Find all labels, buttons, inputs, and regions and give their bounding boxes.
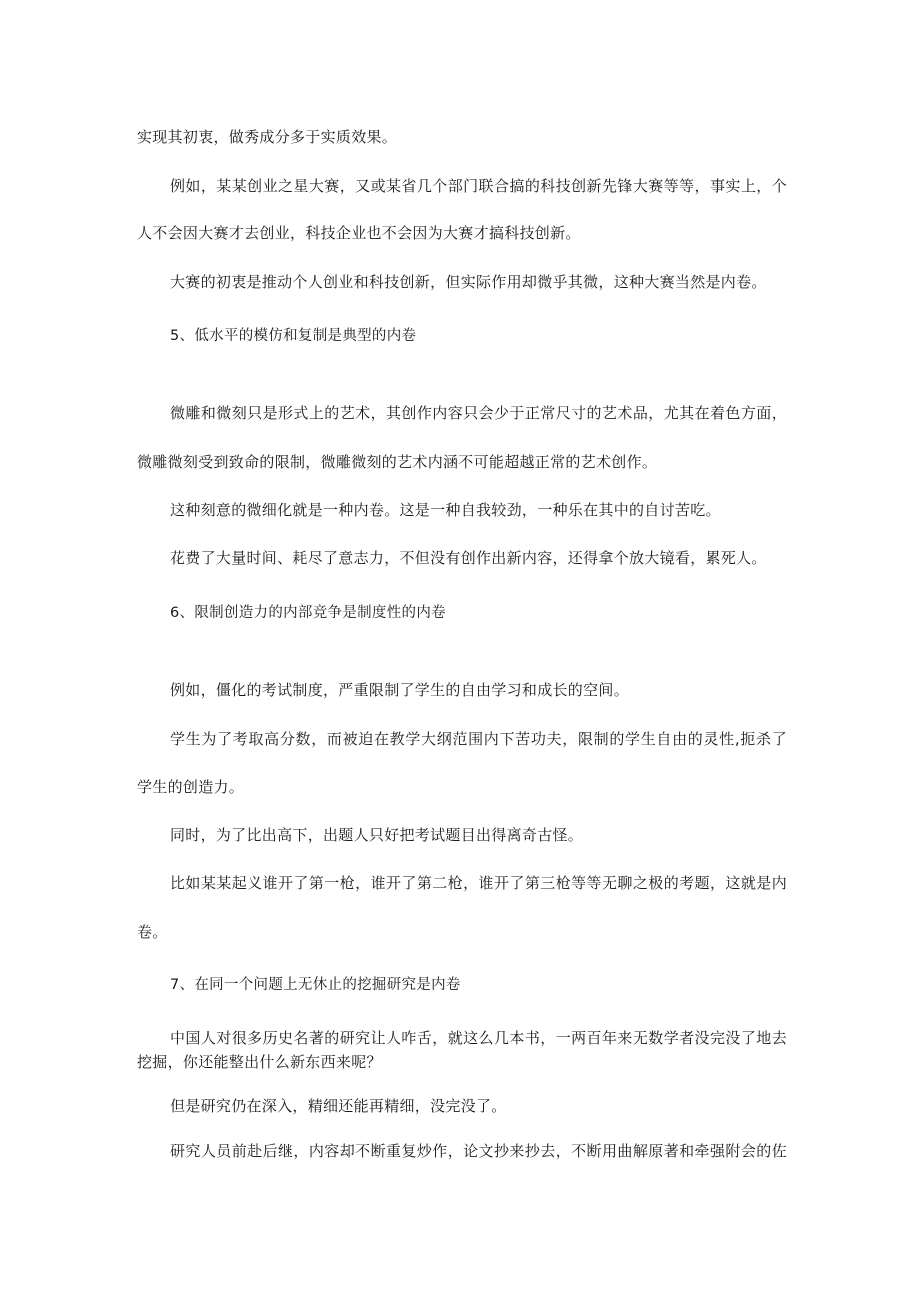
body-text-line: 例如，僵化的考试制度，严重限制了学生的自由学习和成长的空间。 <box>170 681 630 699</box>
body-text-line: 大赛的初衷是推动个人创业和科技创新，但实际作用却微乎其微，这种大赛当然是内卷。 <box>170 273 767 291</box>
body-text-line: 微雕微刻受到致命的限制，微雕微刻的艺术内涵不可能超越正常的艺术创作。 <box>137 453 658 471</box>
body-text-line: 挖掘，你还能整出什么新东西来呢？ <box>137 1053 382 1071</box>
section-heading-5: 5、低水平的模仿和复制是典型的内卷 <box>170 328 417 344</box>
body-text-line: 研究人员前赴后继，内容却不断重复炒作，论文抄来抄去，不断用曲解原著和牵强附会的佐 <box>170 1142 787 1160</box>
body-text-line: 学生为了考取高分数，而被迫在教学大纲范围内下苦功夫，限制的学生自由的灵性,扼杀了 <box>170 730 787 748</box>
body-text-line: 卷。 <box>137 923 168 941</box>
section-heading-7: 7、在同一个问题上无休止的挖掘研究是内卷 <box>170 977 461 993</box>
body-text-line: 例如，某某创业之星大赛，又或某省几个部门联合搞的科技创新先锋大赛等等，事实上，个 <box>170 177 787 195</box>
body-text-line: 花费了大量时间、耗尽了意志力，不但没有创作出新内容，还得拿个放大镜看，累死人。 <box>170 549 767 567</box>
body-text-line: 实现其初衷，做秀成分多于实质效果。 <box>137 128 398 146</box>
body-text-line: 但是研究仍在深入，精细还能再精细，没完没了。 <box>170 1097 507 1115</box>
body-text-line: 中国人对很多历史名著的研究让人咋舌，就这么几本书，一两百年来无数学者没完没了地去 <box>170 1029 787 1047</box>
section-heading-6: 6、限制创造力的内部竞争是制度性的内卷 <box>170 605 446 621</box>
body-text-line: 人不会因大赛才去创业，科技企业也不会因为大赛才搞科技创新。 <box>137 224 581 242</box>
body-text-line: 同时，为了比出高下，出题人只好把考试题目出得离奇古怪。 <box>170 826 584 844</box>
body-text-line: 比如某某起义谁开了第一枪，谁开了第二枪，谁开了第三枪等等无聊之极的考题，这就是内 <box>170 874 787 892</box>
body-text-line: 微雕和微刻只是形式上的艺术，其创作内容只会少于正常尺寸的艺术品，尤其在着色方面， <box>170 404 787 422</box>
body-text-line: 学生的创造力。 <box>137 778 245 796</box>
body-text-line: 这种刻意的微细化就是一种内卷。这是一种自我较劲，一种乐在其中的自讨苦吃。 <box>170 501 721 519</box>
